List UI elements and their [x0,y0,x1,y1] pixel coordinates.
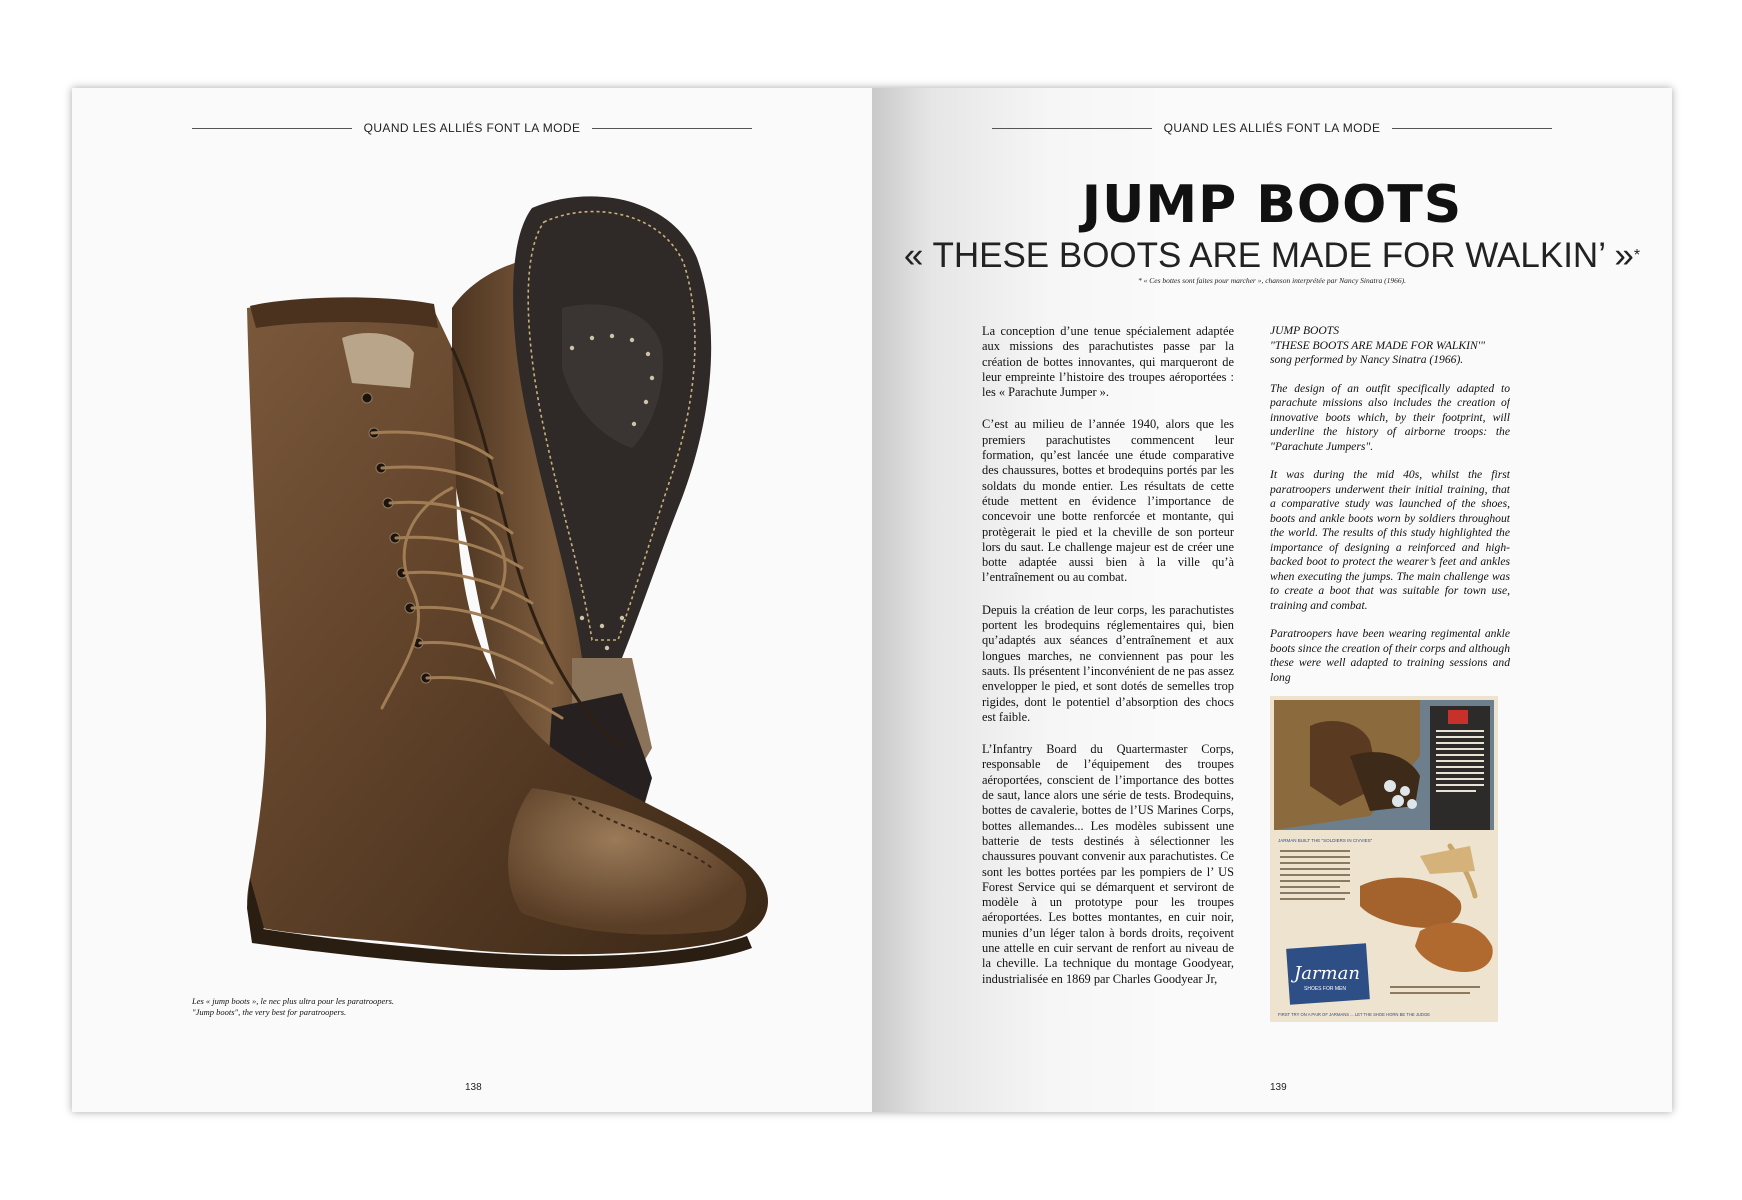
jump-boots-photo [152,188,852,1018]
head-rule-right [1392,128,1552,129]
subtitle-footnote-mark: * [1633,247,1641,264]
subtitle-text: « THESE BOOTS ARE MADE FOR WALKIN’ » [903,236,1634,275]
ad-brand-sub: SHOES FOR MEN [1304,986,1346,992]
french-text-column [982,324,1234,1024]
ad-tagline: FIRST TRY ON A PAIR OF JARMANS ... LET THE SHOE HORN BE THE JUDGE [1278,1012,1431,1017]
page-number-right: 139 [1270,1082,1287,1093]
right-page [872,88,1672,1112]
fr-paragraph: L’Infantry Board du Quartermaster Corps, responsable de l’équipement des troupes aéroportées, conscient de l’importance des bottes de saut, lance alors une série de tests. Brodequins, bottes de cavalerie, bottes de l’US Marines Corps, bottes allemandes... Les modèles subissent une batterie de tests destinés à sélectionner les chaussures pouvant convenir aux parachutistes. Ce sont les bottes portées par les pompiers de l’ US Forest Service qui se démarquent et serviront de modèle à un prototype pour les troupes aéroportées. Les bottes montantes, en cuir noir, munies d’un léger talon à bords droits, reçoivent une attelle en cuir servant de renfort au niveau de la cheville. La technique du montage Goodyear, industrialisée en 1869 par Charles Goodyear Jr, [982,742,1234,986]
en-title-line: JUMP BOOTS [1270,324,1340,337]
running-head-right [992,118,1552,138]
page-number-left: 138 [465,1082,482,1093]
head-rule-right [592,128,752,129]
running-head-left [192,118,752,138]
photo-caption [192,996,552,1018]
running-head-text: QUAND LES ALLIÉS FONT LA MODE [1163,121,1381,135]
article-title: JUMP BOOTS [1081,175,1463,235]
head-rule-left [992,128,1152,129]
en-title-line: song performed by Nancy Sinatra (1966). [1270,353,1464,366]
en-title-block [1270,324,1510,368]
en-paragraph: Paratroopers have been wearing regimental ankle boots since the creation of their corps and although these were well adapted to training sessions and long [1270,627,1510,684]
fr-paragraph: Depuis la création de leur corps, les parachutistes portent les brodequins réglementaires qui, bien qu’adaptés aux séances d’entraînement et aux longues marches, ne conviennent pas pour les sauts. Ils présentent l’inconvénient de ne pas assez envelopper le pied, et sont dotés de semelles trop rigides, dont le potentiel d’absorption des chocs est faible. [982,602,1234,724]
en-paragraph: The design of an outfit specifically adapted to parachute missions also includes the creation of innovative boots which, by their footprint, will underline the history of airborne troops: the "Parachute Jumpers". [1270,381,1510,453]
fr-paragraph: C’est au milieu de l’année 1940, alors que les premiers parachutistes commencent leur formation, qu’est lancée une étude comparative des chaussures, bottes et brodequins portés par les soldats du monde entier. Les résultats de cette étude mettent en évidence l’importance de concevoir une botte renforcée et montante, qui protègerait le pied et la cheville de son porteur lors du saut. Le challenge majeur est de créer une botte adaptée aussi bien à la ville qu’à l’entraînement ou au combat. [982,417,1234,585]
footnote: * « Ces bottes sont faites pour marcher », chanson interprétée par Nancy Sinatra (1966). [1137,276,1407,285]
fr-paragraph: La conception d’une tenue spécialement adaptée aux missions des parachutistes passe par la création de bottes innovantes, qui marqueront de leur empreinte l’histoire des troupes aéroportées : les « Parachute Jumper ». [982,324,1234,400]
english-text-column [1270,324,1510,704]
left-page [72,88,872,1112]
ad-brand: Jarman [1294,963,1360,984]
en-title-line: "THESE BOOTS ARE MADE FOR WALKIN'" [1270,338,1486,352]
head-rule-left [192,128,352,129]
en-paragraph: It was during the mid 40s, whilst the first paratroopers underwent their initial training, that a comparative study was launched of the shoes, boots and ankle boots worn by soldiers throughout the world. The results of this study highlighted the importance of designing a reinforced and high-backed boot to protect the wearer’s feet and ankles when executing the jumps. The main challenge was to create a boot that was suitable for town use, training and combat. [1270,468,1510,612]
ad-banner: JARMAN BUILT THE "SOLDIERS IN CIVVIES" [1278,838,1373,843]
running-head-text: QUAND LES ALLIÉS FONT LA MODE [363,121,581,135]
caption-fr: Les « jump boots », le nec plus ultra pour les paratroopers. [192,996,395,1006]
jarman-advertisement [1270,696,1498,1022]
magazine-spread [72,88,1672,1112]
article-subtitle [882,235,1662,277]
caption-en: "Jump boots", the very best for paratroopers. [192,1007,347,1017]
